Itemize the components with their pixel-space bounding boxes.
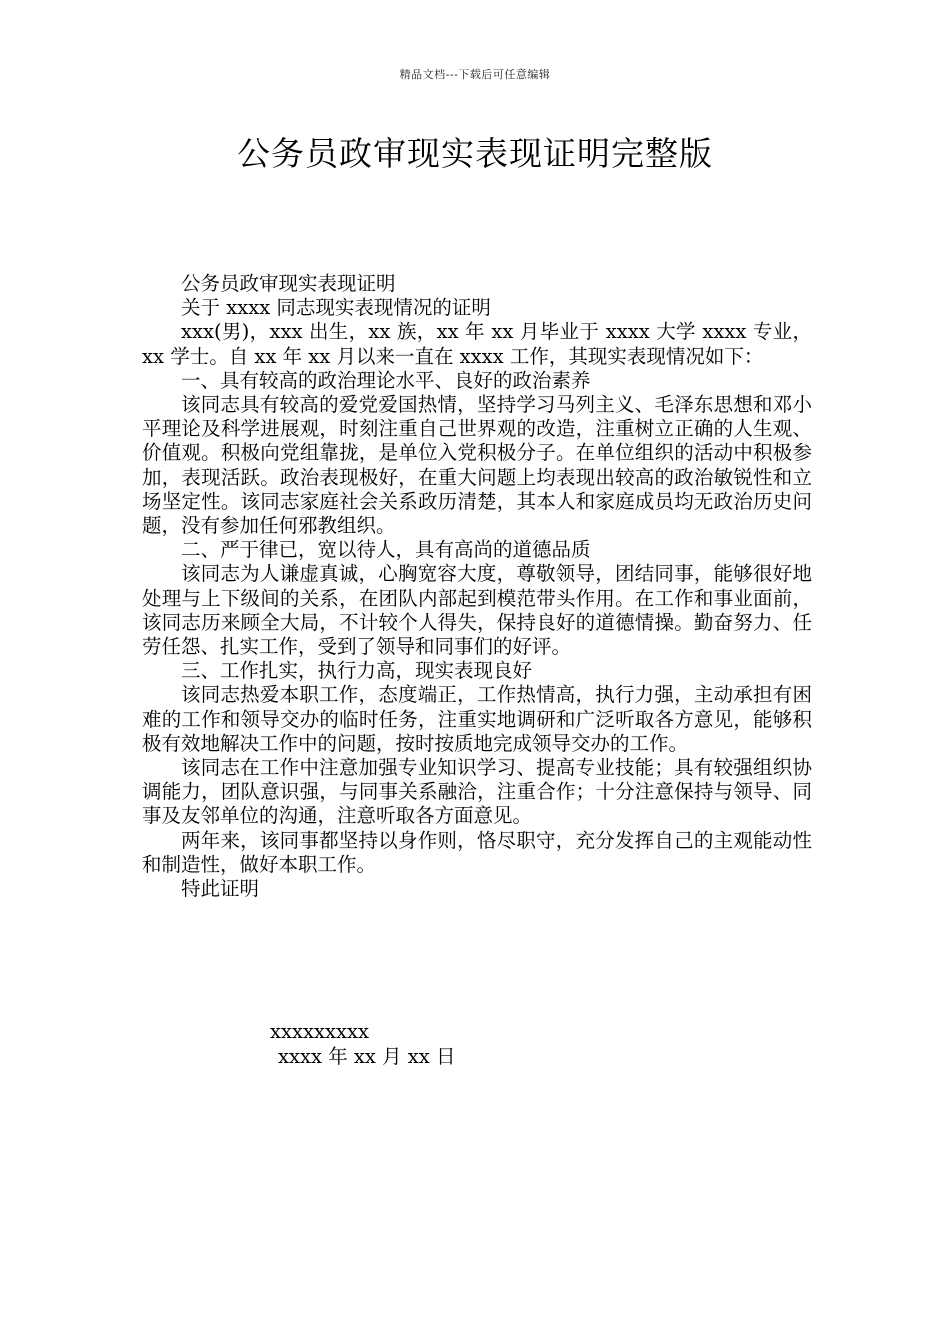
section-paragraph-2: 该同志为人谦虚真诚，心胸宽容大度，尊敬领导，团结同事，能够很好地处理与上下级间的关系，在团队内部起到模范带头作用。在工作和事业面前，该同志历来顾全大局，不计较个人得失，保持良好的道德情操。勤奋努力、任劳任怨、扎实工作，受到了领导和同事们的好评。 (142, 562, 812, 659)
section-paragraph-3b: 该同志在工作中注意加强专业知识学习、提高专业技能；具有较强组织协调能力，团队意识强，与同事关系融洽，注重合作；十分注意保持与领导、同事及友邻单位的沟通，注意听取各方面意见。 (142, 756, 812, 828)
section-paragraph-3a: 该同志热爱本职工作，态度端正，工作热情高，执行力强，主动承担有困难的工作和领导交办的临时任务，注重实地调研和广泛听取各方意见，能够积极有效地解决工作中的问题，按时按质地完成领导交办的工作。 (142, 683, 812, 755)
section-paragraph-1: 该同志具有较高的爱党爱国热情，坚持学习马列主义、毛泽东思想和邓小平理论及科学进展观，时刻注重自己世界观的改造，注重树立正确的人生观、价值观。积极向党组靠拢，是单位入党积极分子。在单位组织的活动中积极参加，表现活跃。政治表现极好，在重大问题上均表现出较高的政治敏锐性和立场坚定性。该同志家庭社会关系政历清楚，其本人和家庭成员均无政治历史问题，没有参加任何邪教组织。 (142, 393, 812, 538)
header-note: 精品文档---下载后可任意编辑 (399, 68, 551, 81)
closing-line: 特此证明 (181, 877, 260, 901)
intro-paragraph: xxx(男)，xxx 出生，xx 族，xx 年 xx 月毕业于 xxxx 大学 xxxx 专业，xx 学士。自 xx 年 xx 月以来一直在 xxxx 工作，其现实表现情况如下： (142, 320, 812, 368)
section-heading-2: 二、严于律已，宽以待人，具有高尚的道德品质 (181, 538, 591, 562)
signature-name: xxxxxxxxx (270, 1020, 369, 1043)
summary-paragraph: 两年来，该同事都坚持以身作则，恪尽职守，充分发挥自己的主观能动性和制造性，做好本职工作。 (142, 828, 812, 876)
body-heading: 公务员政审现实表现证明 (181, 272, 396, 295)
body-subheading: 关于 xxxx 同志现实表现情况的证明 (181, 296, 491, 320)
signature-date: xxxx 年 xx 月 xx 日 (278, 1045, 456, 1068)
section-heading-3: 三、工作扎实，执行力高，现实表现良好 (181, 659, 533, 683)
section-heading-1: 一、具有较高的政治理论水平、良好的政治素养 (181, 368, 591, 392)
document-title: 公务员政审现实表现证明完整版 (237, 134, 713, 173)
document-body (142, 272, 812, 901)
